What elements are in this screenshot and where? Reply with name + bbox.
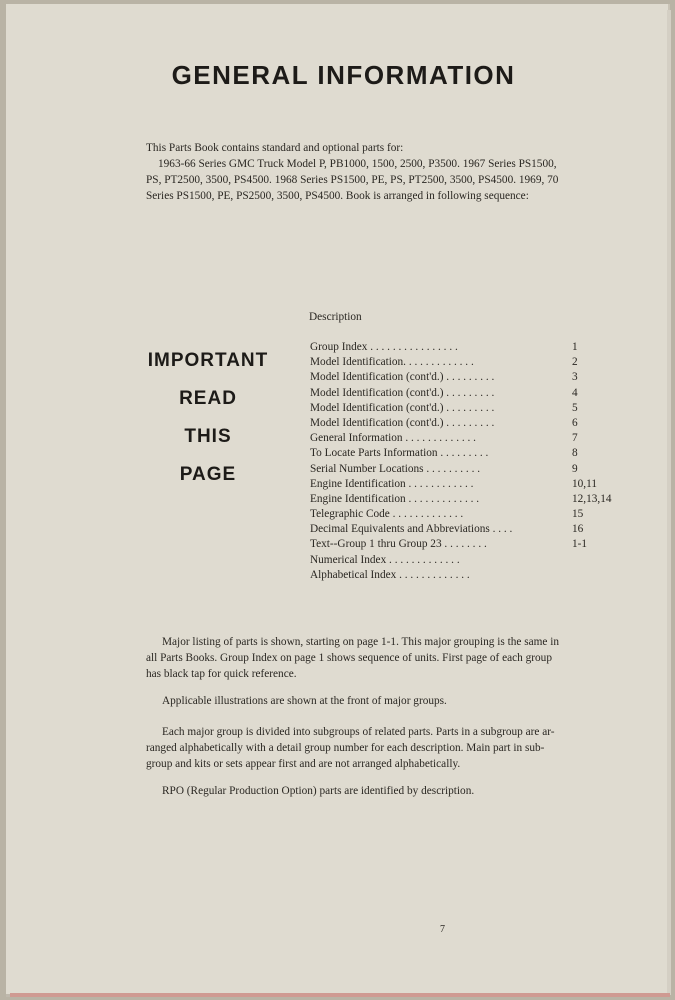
text-line: group and kits or sets appear first and are not arranged alphabetically.	[146, 758, 461, 770]
toc-entry-label: Numerical Index . . . . . . . . . . . . .	[310, 553, 460, 566]
intro-line: This Parts Book contains standard and optional parts for:	[146, 142, 404, 154]
toc-entry-label: Serial Number Locations . . . . . . . . . .	[310, 462, 481, 475]
toc-entry-page: 15	[572, 508, 584, 521]
toc-entry-label: Model Identification (cont'd.) . . . . . . . . .	[310, 401, 495, 414]
intro-line: Series PS1500, PE, PS2500, 3500, PS4500. Book is arranged in following sequence:	[146, 190, 529, 202]
text-line: all Parts Books. Group Index on page 1 shows sequence of units. First page of each group	[146, 652, 552, 664]
toc-entry	[310, 462, 610, 477]
text-line: RPO (Regular Production Option) parts are identified by description.	[162, 785, 475, 797]
toc-entry-page: 8	[572, 447, 578, 460]
toc-entry-page: 5	[572, 401, 578, 414]
toc-entry	[310, 492, 610, 507]
toc-entry-label: Model Identification (cont'd.) . . . . . . . . .	[310, 416, 495, 429]
intro-paragraph	[146, 140, 646, 204]
toc-entry-label: Model Identification. . . . . . . . . . . . .	[310, 356, 474, 369]
important-word: READ	[179, 388, 237, 409]
toc-entry	[310, 507, 610, 522]
toc-entry-page: 9	[572, 462, 578, 475]
toc-entry-label: Alphabetical Index . . . . . . . . . . . . .	[310, 568, 470, 581]
toc-entry-page: 1-1	[572, 538, 588, 551]
toc-entry-label: Decimal Equivalents and Abbreviations . . . .	[310, 523, 513, 536]
table-of-contents	[310, 340, 610, 583]
toc-entry	[310, 401, 610, 416]
text-line: Applicable illustrations are shown at the front of major groups.	[162, 695, 447, 707]
paragraph-subgroups	[146, 724, 626, 772]
toc-entry-page: 1	[572, 341, 578, 353]
important-word: IMPORTANT	[147, 350, 269, 371]
toc-entry	[310, 446, 610, 461]
toc-entry-label: Model Identification (cont'd.) . . . . . . . . .	[310, 371, 495, 384]
toc-entry	[310, 355, 610, 370]
toc-entry-page: 2	[572, 356, 578, 369]
toc-entry	[310, 386, 610, 401]
toc-entry	[310, 477, 610, 492]
toc-entry-page: 16	[572, 523, 584, 536]
toc-entry-label: Text--Group 1 thru Group 23 . . . . . . . .	[310, 538, 487, 551]
paragraph-major-listing	[146, 634, 626, 682]
toc-entry-page: 6	[572, 416, 578, 429]
text-line: Major listing of parts is shown, starting on page 1-1. This major grouping is the same in	[162, 636, 560, 648]
toc-entry-page: 3	[572, 371, 578, 384]
toc-entry	[310, 537, 610, 552]
toc-entry-page: 12,13,14	[572, 492, 612, 505]
toc-entry-label: Engine Identification . . . . . . . . . . . .	[310, 477, 474, 490]
toc-entry-label: Engine Identification . . . . . . . . . . . . .	[310, 492, 480, 505]
paragraph-illustrations	[146, 693, 626, 709]
page-number: 7	[440, 924, 445, 935]
toc-entry-label: Telegraphic Code . . . . . . . . . . . . .	[310, 508, 464, 521]
toc-entry-label: To Locate Parts Information . . . . . . . . .	[310, 447, 489, 460]
page-edge-bottom	[10, 993, 670, 997]
toc-heading: Description	[309, 311, 362, 323]
toc-entry	[310, 522, 610, 537]
intro-line: PS, PT2500, 3500, PS4500. 1968 Series PS1500, PE, PS, PT2500, 3500, PS4500. 1969, 70	[146, 174, 559, 186]
toc-entry	[310, 340, 610, 355]
toc-entry	[310, 416, 610, 431]
toc-entry-label: Group Index . . . . . . . . . . . . . . . .	[310, 341, 458, 353]
toc-entry	[310, 568, 610, 583]
intro-line: 1963-66 Series GMC Truck Model P, PB1000, 1500, 2500, P3500. 1967 Series PS1500,	[158, 158, 557, 170]
text-line: ranged alphabetically with a detail group number for each description. Main part in sub-	[146, 742, 545, 754]
toc-entry-page: 10,11	[572, 477, 597, 490]
toc-entry-label: General Information . . . . . . . . . . . . .	[310, 432, 476, 445]
toc-entry	[310, 431, 610, 446]
page-title: GENERAL INFORMATION	[171, 60, 516, 90]
toc-entry	[310, 370, 610, 385]
text-line: has black tap for quick reference.	[146, 668, 297, 680]
important-notice	[128, 342, 288, 494]
page-edge-right	[667, 10, 671, 995]
toc-entry-label: Model Identification (cont'd.) . . . . . . . . .	[310, 386, 495, 399]
toc-entry-page: 4	[572, 386, 578, 399]
text-line: Each major group is divided into subgroups of related parts. Parts in a subgroup are ar-	[162, 726, 555, 738]
important-word: THIS	[184, 426, 232, 447]
toc-entry	[310, 553, 610, 568]
important-word: PAGE	[179, 464, 237, 485]
paragraph-rpo	[146, 783, 626, 799]
toc-entry-page: 7	[572, 432, 578, 445]
